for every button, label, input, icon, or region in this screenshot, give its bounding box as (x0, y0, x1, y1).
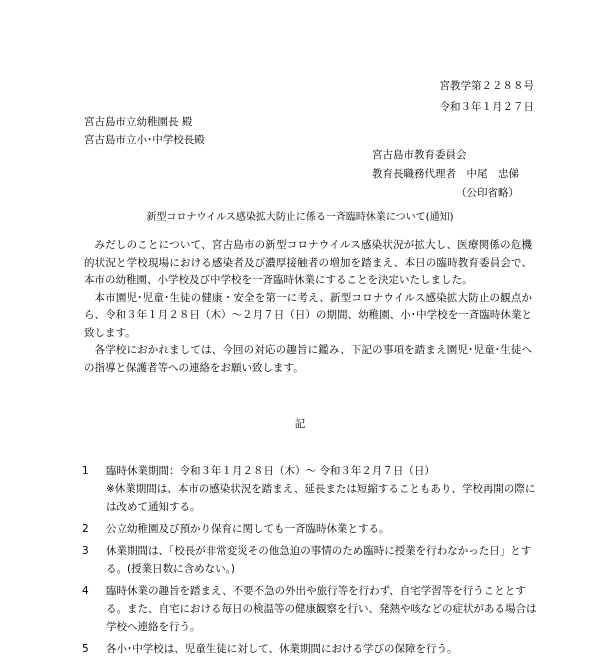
reference-block (440, 76, 535, 118)
body-text (84, 237, 532, 377)
item-list (76, 462, 540, 658)
sender-person: 教育長職務代理者 中尾 忠俤 (372, 168, 519, 180)
sender-block (372, 146, 519, 203)
doc-number: 宮教学第２２８８号 (439, 80, 534, 92)
addressee-block (84, 113, 205, 149)
ki-heading: 記 (294, 418, 306, 430)
item-number: 3 (82, 545, 89, 557)
list-item (76, 462, 540, 480)
paragraph-3: 各学校におかれましては、今回の対応の趣旨に鑑み、下記の事項を踏まえ園児･児童･生徒への指導と保護者等への連絡をお願い致します。 (84, 344, 532, 374)
item-text: 公立幼稚園及び預かり保育に関しても一斉臨時休業とする。 (106, 523, 390, 535)
list-item (76, 640, 540, 658)
item-text: 臨時休業期間：令和３年１月２８日（木）～ 令和３年２月７日（日） (106, 465, 435, 477)
addressee-schools: 宮古島市立小･中学校長殿 (84, 134, 205, 146)
item-text: 臨時休業の趣旨を踏まえ、不要不急の外出や旅行等を行わず、自宅学習等を行うこととする。また、自宅における毎日の検温等の健康観察を行い、発熱や咳などの症状がある場合は学校へ連絡を行う。 (106, 585, 537, 633)
list-item (76, 582, 540, 636)
list-item (76, 520, 540, 538)
sender-org: 宮古島市教育委員会 (372, 149, 467, 161)
addressee-kindergarten: 宮古島市立幼稚園長 殿 (84, 116, 193, 128)
item-number: 2 (82, 523, 89, 535)
item-number: 5 (82, 643, 89, 655)
item-text: 各小･中学校は、児童生徒に対して、休業期間における学びの保障を行う。 (106, 643, 458, 655)
list-item (76, 542, 540, 578)
item-number: 4 (82, 585, 89, 597)
item-note: ※休業期間は、本市の感染状況を踏まえ、延長または短縮することもあり、学校再開の際には改めて通知する。 (106, 483, 536, 513)
paragraph-1: みだしのことについて、宮古島市の新型コロナウイルス感染状況が拡大し、医療関係の危機的状況と学校現場における感染者及び濃厚接触者の増加を踏まえ、本日の臨時教育委員会で、本市の幼稚園、小学校及び中学校を一斉臨時休業にすることを決定いたしました。 (84, 239, 532, 286)
document-title: 新型コロナウイルス感染拡大防止に係る一斉臨時休業について(通知) (146, 212, 454, 223)
item-text: 休業期間は、「校長が非常変災その他急迫の事情のため臨時に授業を行わなかった日」とする。(授業日数に含めない。) (106, 545, 532, 575)
seal-note: （公印省略） (456, 187, 519, 199)
item-number: 1 (82, 465, 89, 477)
doc-date: 令和３年１月２７日 (439, 101, 534, 113)
paragraph-2: 本市園児･児童･生徒の健康・安全を第一に考え、新型コロナウイルス感染拡大防止の観点から、令和３年１月２８日（木）～２月７日（日）の期間、幼稚園、小･中学校を一斉臨時休業と致します。 (84, 291, 532, 339)
